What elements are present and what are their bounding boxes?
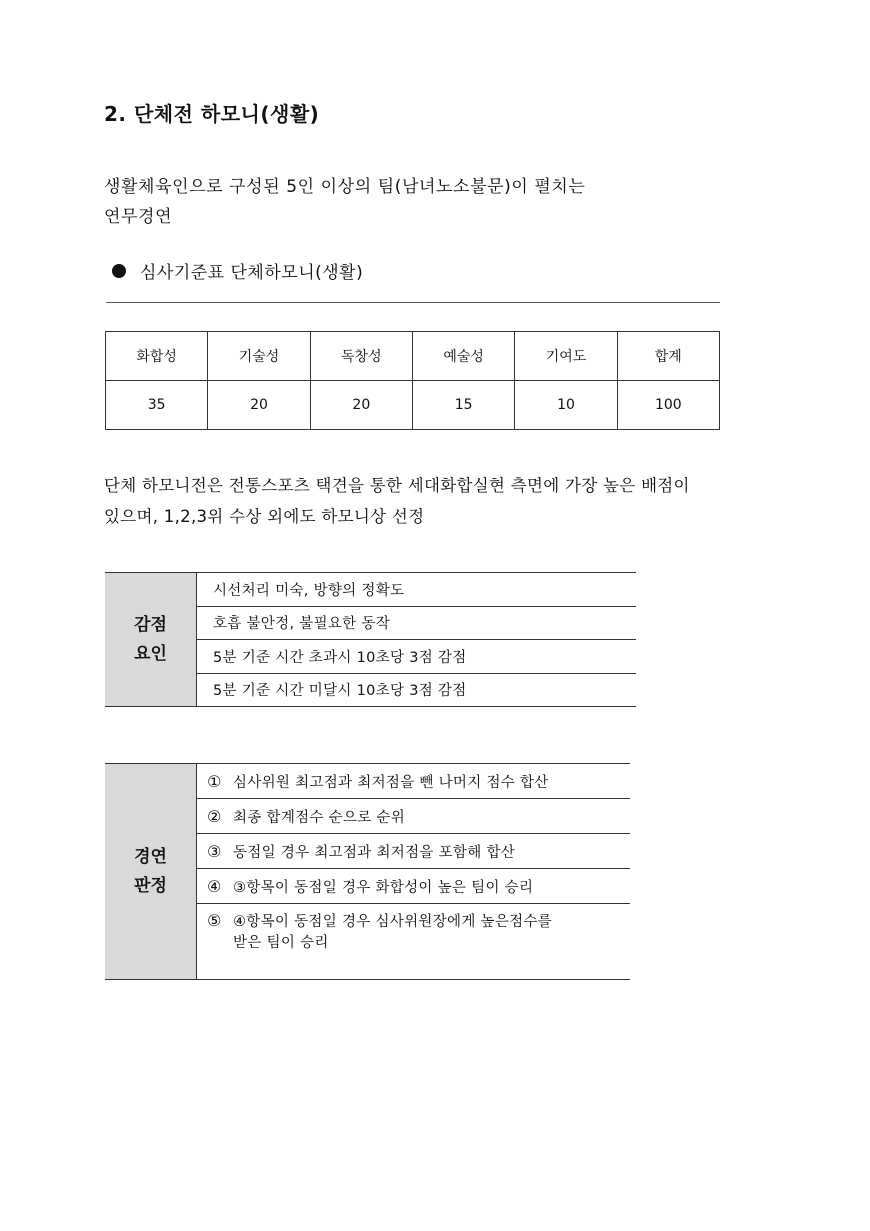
intro-text-line-1: 생활체육인으로 구성된 5인 이상의 팀(남녀노소불문)이 펼치는	[104, 177, 586, 197]
ranking-item-text: 심사위원 최고점과 최저점을 뺀 나머지 점수 합산	[233, 774, 549, 791]
criteria-heading-text: 심사기준표 단체하모니(생활)	[140, 263, 364, 283]
ranking-item-number: ④	[207, 876, 222, 896]
ranking-item-text-continued: 받은 팀이 승리	[233, 935, 329, 951]
score-value-cell: 100	[617, 381, 719, 430]
deduction-table	[105, 572, 636, 707]
ranking-head-line-2: 판정	[134, 875, 167, 896]
harmony-description	[104, 470, 772, 532]
harmony-description-line-2: 있으며, 1,2,3위 수상 외에도 하모니상 선정	[104, 507, 425, 526]
criteria-heading	[112, 258, 363, 283]
score-header-cell: 독창성	[310, 332, 412, 381]
score-header-cell: 예술성	[412, 332, 514, 381]
divider	[106, 302, 720, 303]
ranking-item-number: ⑤	[207, 911, 222, 930]
ranking-item	[197, 904, 631, 980]
deduction-item: 시선처리 미숙, 방향의 정확도	[197, 573, 637, 607]
ranking-item	[197, 834, 631, 869]
bullet-icon	[112, 264, 126, 278]
ranking-head-line-1: 경연	[134, 846, 167, 867]
deduction-head-line-2: 요인	[134, 643, 167, 664]
harmony-description-line-1: 단체 하모니전은 전통스포츠 택견을 통한 세대화합실현 측면에 가장 높은 배점이	[104, 476, 690, 495]
score-header-cell: 화합성	[106, 332, 208, 381]
ranking-item-text: 최종 합계점수 순으로 순위	[233, 809, 406, 826]
ranking-item-text: ③항목이 동점일 경우 화합성이 높은 팀이 승리	[233, 879, 534, 896]
ranking-item	[197, 869, 631, 904]
ranking-table-head	[105, 764, 197, 980]
score-header-cell: 기술성	[208, 332, 310, 381]
ranking-item-number: ②	[207, 806, 222, 826]
deduction-table-head	[105, 573, 197, 707]
score-table	[105, 331, 720, 430]
ranking-item-text: 동점일 경우 최고점과 최저점을 포함해 합산	[233, 844, 516, 861]
score-value-cell: 10	[515, 381, 617, 430]
intro-text-line-2: 연무경연	[104, 207, 173, 227]
deduction-item: 5분 기준 시간 초과시 10초당 3점 감점	[197, 640, 637, 674]
score-value-cell: 35	[106, 381, 208, 430]
section-title: 2. 단체전 하모니(생활)	[104, 102, 320, 126]
ranking-item	[197, 764, 631, 799]
score-header-cell: 기여도	[515, 332, 617, 381]
score-value-cell: 20	[310, 381, 412, 430]
deduction-head-line-1: 감점	[134, 614, 167, 635]
score-table-value-row	[106, 381, 720, 430]
score-value-cell: 15	[412, 381, 514, 430]
ranking-item-text: ④항목이 동점일 경우 심사위원장에게 높은점수를	[233, 914, 553, 930]
deduction-item: 호흡 불안정, 불필요한 동작	[197, 606, 637, 640]
ranking-item-number: ①	[207, 771, 222, 791]
score-value-cell: 20	[208, 381, 310, 430]
ranking-item-number: ③	[207, 841, 222, 861]
ranking-table	[105, 763, 630, 980]
ranking-item	[197, 799, 631, 834]
score-table-header-row	[106, 332, 720, 381]
deduction-item: 5분 기준 시간 미달시 10초당 3점 감점	[197, 673, 637, 707]
score-header-cell: 합계	[617, 332, 719, 381]
